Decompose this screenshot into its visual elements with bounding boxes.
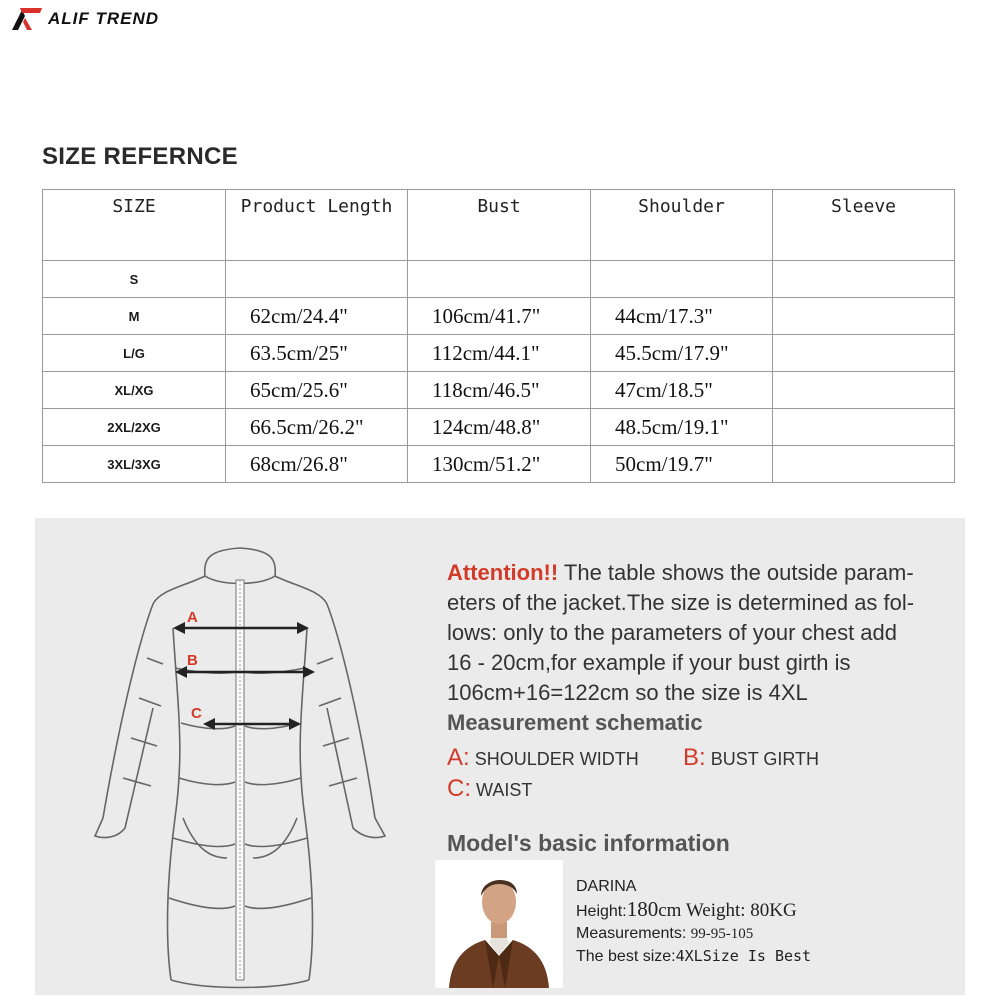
legend-c-label: WAIST — [476, 780, 533, 800]
size-cell: 3XL/3XG — [43, 446, 226, 483]
header-bust: Bust — [408, 190, 591, 261]
model-best-size-row — [576, 945, 811, 968]
best-size-value: 4XLSize Is Best — [675, 947, 812, 965]
size-cell: 2XL/2XG — [43, 409, 226, 446]
header-size: SIZE — [43, 190, 226, 261]
header-product-length: Product Length — [226, 190, 408, 261]
attention-line-2: eters of the jacket.The size is determined as fol- — [447, 590, 915, 615]
legend-a-letter: A: — [447, 744, 470, 771]
bust-cell: 124cm/48.8" — [408, 409, 591, 446]
length-cell: 63.5cm/25" — [226, 335, 408, 372]
attention-line-4: 16 - 20cm,for example if your bust girth is — [447, 650, 851, 675]
model-info — [576, 876, 811, 968]
height-value: 180 — [626, 897, 659, 921]
length-cell: 68cm/26.8" — [226, 446, 408, 483]
shoulder-cell: 44cm/17.3" — [591, 298, 773, 335]
legend-c-letter: C: — [447, 775, 471, 802]
header-shoulder: Shoulder — [591, 190, 773, 261]
legend-b-letter: B: — [683, 744, 706, 771]
table-row — [43, 446, 955, 483]
bust-cell: 112cm/44.1" — [408, 335, 591, 372]
model-photo — [435, 860, 563, 988]
measurements-label: Measurements: — [576, 925, 687, 942]
length-cell: 65cm/25.6" — [226, 372, 408, 409]
sleeve-cell — [773, 335, 955, 372]
measurement-title: Measurement schematic — [447, 710, 703, 735]
table-row — [43, 298, 955, 335]
legend-b — [683, 744, 819, 772]
size-cell: M — [43, 298, 226, 335]
header-sleeve: Sleeve — [773, 190, 955, 261]
diagram-label-c: C — [191, 705, 202, 722]
bust-cell: 106cm/41.7" — [408, 298, 591, 335]
attention-text — [447, 558, 962, 708]
sleeve-cell — [773, 409, 955, 446]
jacket-diagram — [35, 518, 435, 995]
diagram-label-a: A — [187, 609, 198, 626]
shoulder-cell: 50cm/19.7" — [591, 446, 773, 483]
attention-label: Attention!! — [447, 560, 559, 585]
bust-cell: 130cm/51.2" — [408, 446, 591, 483]
attention-line-5: 106cm+16=122cm so the size is 4XL — [447, 680, 808, 705]
attention-line-1 — [447, 558, 962, 588]
brand-logo — [10, 6, 159, 32]
table-row — [43, 335, 955, 372]
shoulder-cell: 45.5cm/17.9" — [591, 335, 773, 372]
size-cell: S — [43, 261, 226, 298]
legend-c — [447, 775, 532, 803]
attention-line-1-text: The table shows the outside param- — [563, 560, 914, 585]
model-measurements-row — [576, 923, 811, 945]
height-label: Height: — [576, 903, 627, 920]
shoulder-cell: 48.5cm/19.1" — [591, 409, 773, 446]
sleeve-cell — [773, 446, 955, 483]
length-cell: 62cm/24.4" — [226, 298, 408, 335]
table-row — [43, 261, 955, 298]
sleeve-cell — [773, 261, 955, 298]
bust-cell: 118cm/46.5" — [408, 372, 591, 409]
sleeve-cell — [773, 372, 955, 409]
measurements-value: 99-95-105 — [690, 926, 754, 942]
size-reference-title: SIZE REFERNCE — [42, 143, 238, 170]
shoulder-cell: 47cm/18.5" — [591, 372, 773, 409]
size-cell: XL/XG — [43, 372, 226, 409]
table-row — [43, 372, 955, 409]
model-name: DARINA — [576, 878, 637, 895]
height-unit: cm — [658, 900, 682, 921]
length-cell — [226, 261, 408, 298]
legend-a-label: SHOULDER WIDTH — [474, 749, 639, 769]
diagram-label-b: B — [187, 652, 198, 669]
length-cell: 66.5cm/26.2" — [226, 409, 408, 446]
model-info-title: Model's basic information — [447, 830, 730, 856]
brand-name: ALIF TREND — [48, 9, 160, 28]
attention-line-3: lows: only to the parameters of your chest add — [447, 620, 898, 645]
legend-b-label: BUST GIRTH — [710, 749, 820, 769]
size-table — [42, 189, 955, 483]
shoulder-cell — [591, 261, 773, 298]
sleeve-cell — [773, 298, 955, 335]
weight-text: Weight: 80KG — [685, 900, 797, 921]
model-photo-image — [435, 860, 563, 988]
best-size-label: The best size: — [576, 948, 676, 965]
model-height-row — [576, 898, 811, 923]
info-panel — [35, 518, 965, 995]
table-header-row — [43, 190, 955, 261]
size-cell: L/G — [43, 335, 226, 372]
table-row — [43, 409, 955, 446]
legend-a — [447, 744, 639, 772]
bust-cell — [408, 261, 591, 298]
brand-mark-icon — [10, 6, 44, 32]
